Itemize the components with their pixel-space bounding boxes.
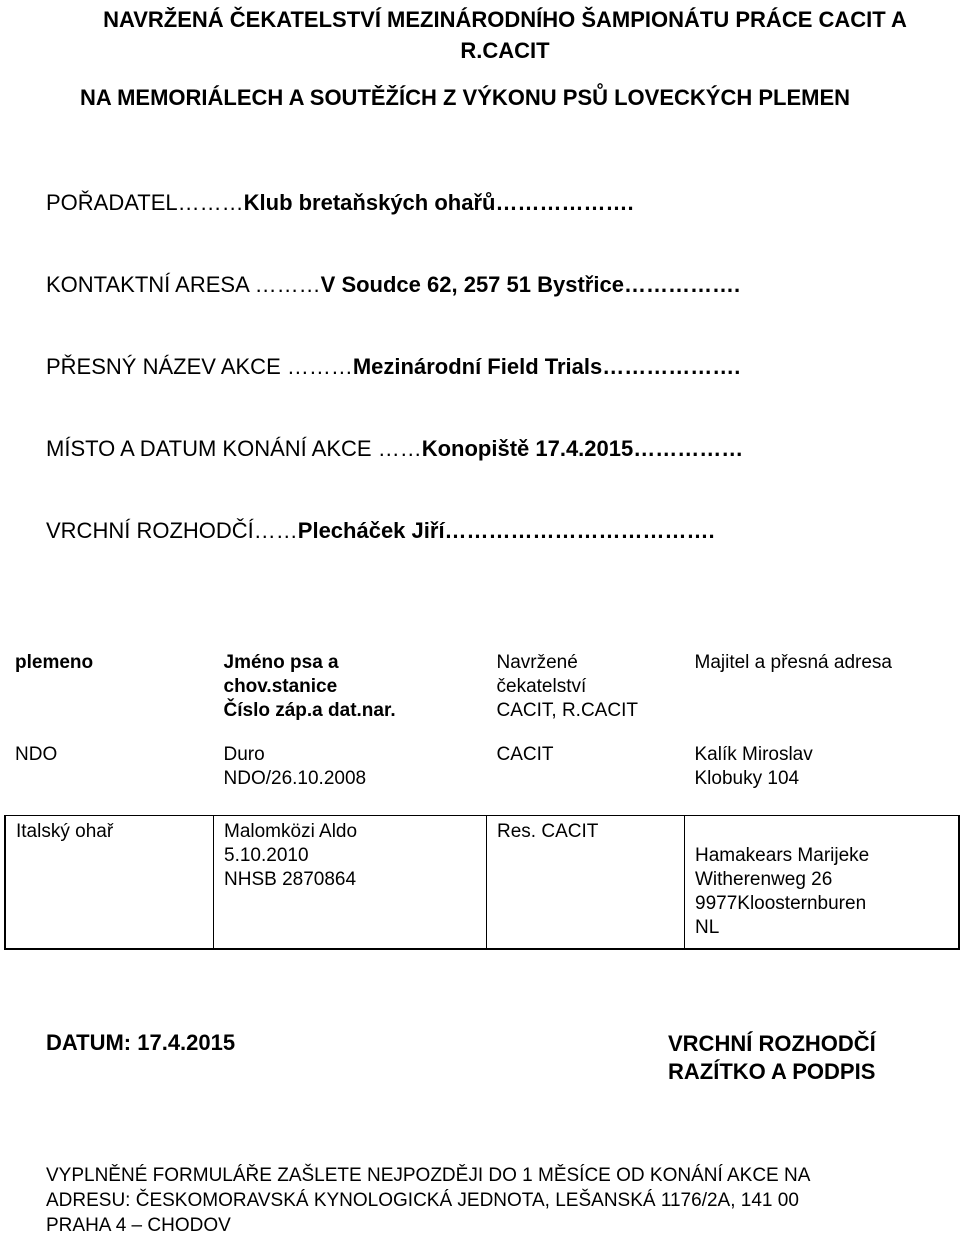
cell-owner [685, 737, 960, 816]
field-contact-address [46, 272, 740, 298]
table-header-row [5, 647, 959, 737]
cell-owner-line-4: NL [695, 917, 720, 938]
cell-dog [214, 737, 487, 816]
cell-dog-line-2: NDO/26.10.2008 [223, 768, 367, 789]
header-owner [685, 647, 960, 737]
cell-breed-text: NDO [15, 744, 58, 765]
cell-breed-text: Italský ohař [16, 821, 114, 842]
footer-judge-line-1: VRCHNÍ ROZHODČÍ [668, 1031, 876, 1056]
cell-title-text: CACIT [496, 744, 554, 765]
field-event-name [46, 354, 740, 380]
cell-dog-line-3: NHSB 2870864 [224, 869, 357, 890]
field-place-date-label: MÍSTO A DATUM KONÁNÍ AKCE …… [46, 436, 422, 461]
footer-judge-line-2: RAZÍTKO A PODPIS [668, 1059, 876, 1084]
header-breed-text: plemeno [15, 652, 94, 673]
header-title-line-3: CACIT, R.CACIT [496, 700, 638, 721]
cell-dog-line-2: 5.10.2010 [224, 845, 309, 866]
header-dog-line-3: Číslo záp.a dat.nar. [223, 700, 396, 721]
field-contact-address-value: V Soudce 62, 257 51 Bystřice……………. [320, 272, 741, 297]
document-title [80, 4, 930, 66]
field-place-date [46, 436, 743, 462]
cell-dog-line-1: Malomközi Aldo [224, 821, 358, 842]
table-row [5, 737, 959, 816]
cell-owner-line-1: Kalík Miroslav [694, 744, 813, 765]
cell-owner-line-1: Hamakears Marijeke [695, 845, 870, 866]
cell-owner [685, 816, 960, 950]
header-breed [5, 647, 214, 737]
field-chief-judge-label: VRCHNÍ ROZHODČÍ…… [46, 518, 298, 543]
cell-breed [5, 816, 214, 950]
field-event-name-value: Mezinárodní Field Trials………………. [352, 354, 741, 379]
footer-date: DATUM: 17.4.2015 [46, 1030, 236, 1055]
header-dog [214, 647, 487, 737]
submission-notice [46, 1163, 951, 1238]
field-event-name-label: PŘESNÝ NÁZEV AKCE ……… [46, 354, 353, 379]
notice-line-2: ADRESU: ČESKOMORAVSKÁ KYNOLOGICKÁ JEDNOTA, LEŠANSKÁ 1176/2A, 141 00 [46, 1190, 799, 1211]
header-title [487, 647, 685, 737]
cell-title [487, 816, 685, 950]
title-line-2: R.CACIT [460, 38, 550, 63]
header-dog-line-1: Jméno psa a [223, 652, 339, 673]
cell-breed [5, 737, 214, 816]
document-subtitle: NA MEMORIÁLECH A SOUTĚŽÍCH Z VÝKONU PSŮ LOVECKÝCH PLEMEN [80, 85, 851, 110]
cell-dog-line-1: Duro [223, 744, 265, 765]
field-chief-judge-value: Plecháček Jiří………………………………. [297, 518, 715, 543]
cell-owner-line-2: Witherenweg 26 [695, 869, 833, 890]
header-dog-line-2: chov.stanice [223, 676, 338, 697]
field-organizer-label: POŘADATEL……… [46, 190, 244, 215]
cell-owner-line-2: Klobuky 104 [694, 768, 800, 789]
table-row [5, 816, 959, 950]
nominations-table [4, 647, 960, 950]
title-line-1: NAVRŽENÁ ČEKATELSTVÍ MEZINÁRODNÍHO ŠAMPIONÁTU PRÁCE CACIT A [103, 7, 907, 32]
cell-title [487, 737, 685, 816]
header-title-line-2: čekatelství [496, 676, 587, 697]
field-place-date-value: Konopiště 17.4.2015…………… [421, 436, 744, 461]
field-chief-judge [46, 518, 715, 544]
cell-title-text: Res. CACIT [497, 821, 599, 842]
field-organizer-value: Klub bretaňských ohařů………………. [243, 190, 634, 215]
footer-judge-signature [668, 1030, 876, 1086]
header-title-line-1: Navržené [496, 652, 578, 673]
field-contact-address-label: KONTAKTNÍ ARESA ……… [46, 272, 321, 297]
cell-owner-line-3: 9977Kloosternburen [695, 893, 867, 914]
field-organizer [46, 190, 634, 216]
header-owner-text: Majitel a přesná adresa [694, 652, 892, 673]
notice-line-3: PRAHA 4 – CHODOV [46, 1215, 231, 1236]
cell-dog [214, 816, 487, 950]
notice-line-1: VYPLNĚNÉ FORMULÁŘE ZAŠLETE NEJPOZDĚJI DO 1 MĚSÍCE OD KONÁNÍ AKCE NA [46, 1165, 811, 1186]
